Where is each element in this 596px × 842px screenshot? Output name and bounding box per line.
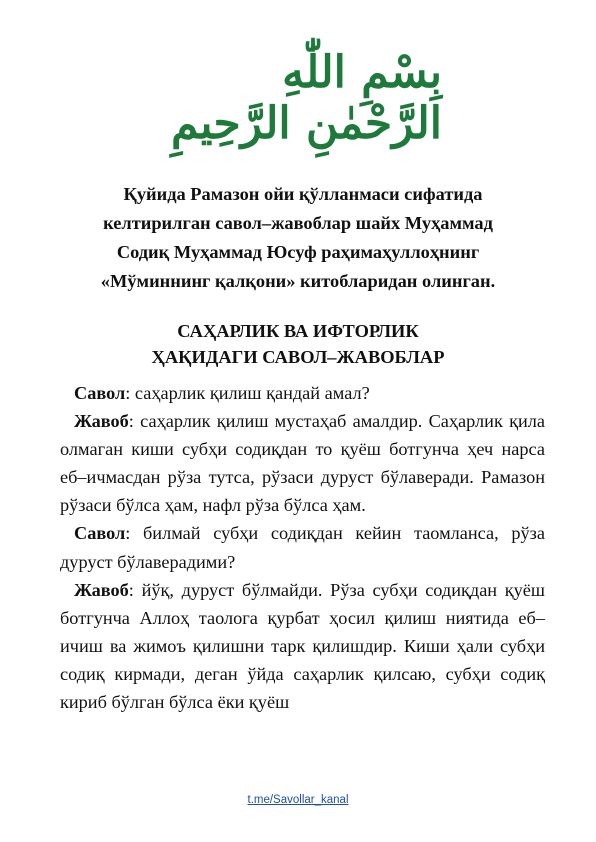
intro-line: келтирилган савол–жавоблар шайх Муҳаммад <box>103 213 493 233</box>
qa-body <box>60 379 545 716</box>
section-heading <box>60 318 536 370</box>
answer-paragraph <box>60 407 545 519</box>
question-paragraph <box>60 519 545 575</box>
intro-line: Содиқ Муҳаммад Юсуф раҳимаҳуллоҳнинг <box>116 242 480 262</box>
answer-label: Жавоб <box>74 579 129 600</box>
intro-line: «Мўминнинг қалқони» китобларидан олинган. <box>100 271 496 291</box>
footer <box>0 794 596 806</box>
basmala-calligraphy <box>152 47 442 149</box>
question-label: Савол <box>74 383 126 403</box>
answer-paragraph <box>60 576 545 716</box>
heading-line: ҲАҚИДАГИ САВОЛ–ЖАВОБЛАР <box>151 347 445 367</box>
answer-text: : саҳарлик қилиш мустаҳаб амалдир. Саҳарлик қила олмаган киши субҳи содиқдан то қуёш ботгунча ҳеч нарса еб–ичмасдан рўза тутса, рўзаси дуруст бўлаверади. Рамазон рўзаси бўлса ҳам, нафл рўза бўлса ҳам. <box>60 411 545 516</box>
channel-link[interactable]: t.me/Savollar_kanal <box>247 794 349 806</box>
intro-paragraph <box>60 180 536 296</box>
intro-line: Қуйида Рамазон ойи қўлланмаси сифатида <box>123 184 483 204</box>
answer-label: Жавоб <box>74 411 129 432</box>
heading-line: САҲАРЛИК ВА ИФТОРЛИК <box>177 321 419 341</box>
answer-text: : йўқ, дуруст бўлмайди. Рўза субҳи содиқдан қуёш ботгунча Аллоҳ таолога қурбат ҳосил қилиш ниятида еб–ичиш ва жимоъ қилишни тарк қилишдир. Киши ҳали субҳи содиқ кирмади, деган ўйда саҳарлик қилсаю, субҳи содиқ кириб бўлган бўлса ёки қуёш <box>60 579 545 713</box>
question-text: : билмай субҳи содиқдан кейин таомланса, рўза дуруст бўлаверадими? <box>60 523 545 572</box>
question-paragraph <box>60 379 545 407</box>
question-label: Савол <box>74 523 126 544</box>
question-text: : саҳарлик қилиш қандай амал? <box>125 383 370 403</box>
basmala-text: بِسْمِ اللّٰهِ الرَّحْمٰنِ الرَّحِيمِ <box>170 47 442 149</box>
